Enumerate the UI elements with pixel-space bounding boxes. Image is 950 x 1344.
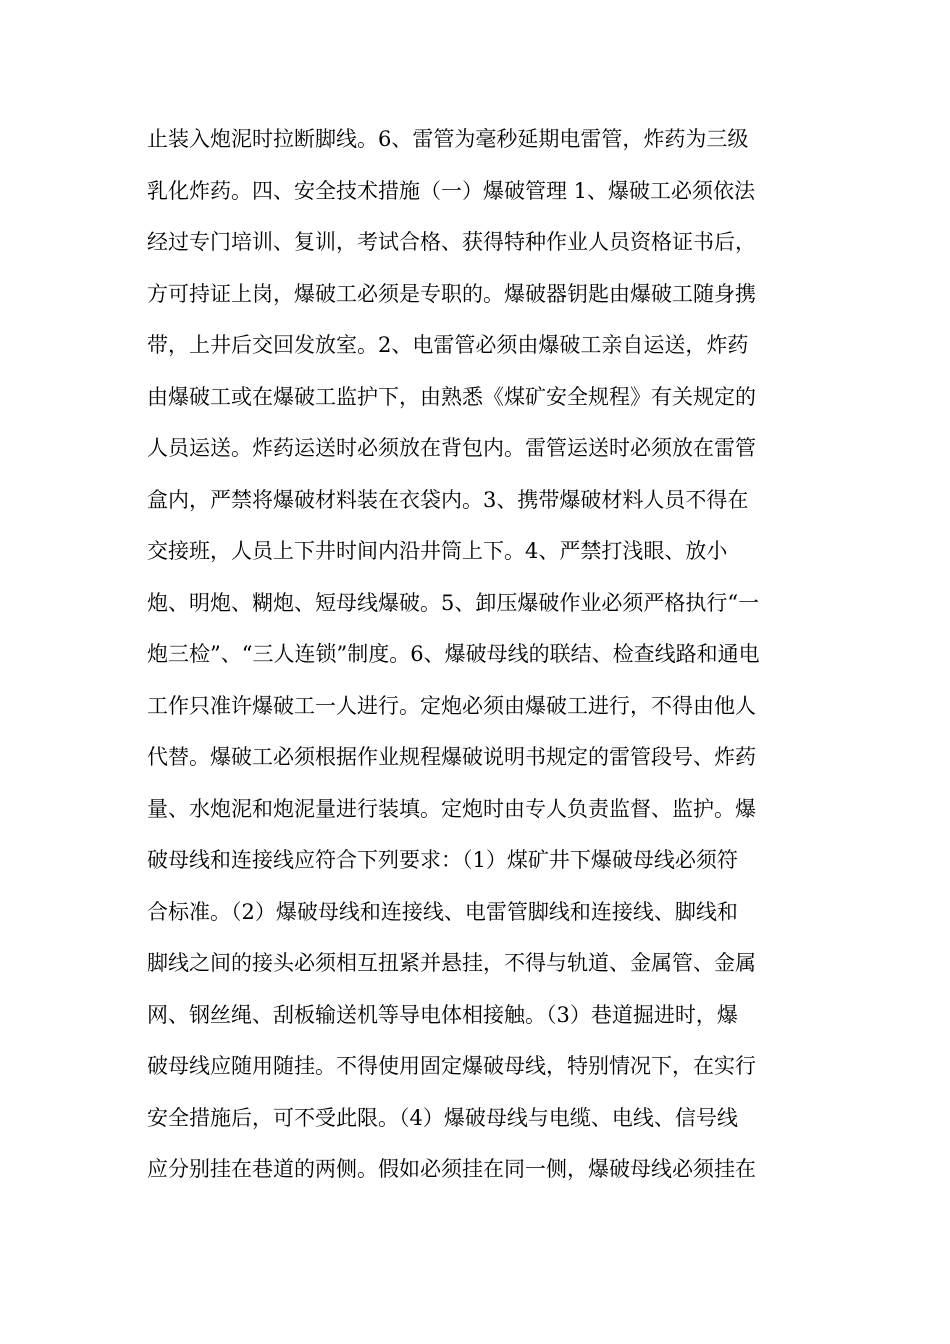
text-line: 由爆破工或在爆破工监护下，由熟悉《煤矿安全规程》有关规定的 <box>147 384 756 409</box>
text-line: 止装入炮泥时拉断脚线。6、雷管为毫秒延期电雷管，炸药为三级 <box>147 127 749 151</box>
text-line: 炮三检”、“三人连锁”制度。6、爆破母线的联结、检查线路和通电 <box>147 642 760 666</box>
text-line: 破母线应随用随挂。不得使用固定爆破母线，特别情况下，在实行 <box>147 1054 756 1078</box>
text-line: 带，上井后交回发放室。2、电雷管必须由爆破工亲自运送，炸药 <box>147 333 749 357</box>
text-line: 应分别挂在巷道的两侧。假如必须挂在同一侧，爆破母线必须挂在 <box>147 1157 756 1181</box>
text-line: 人员运送。炸药运送时必须放在背包内。雷管运送时必须放在雷管 <box>147 436 756 460</box>
text-line: 经过专门培训、复训，考试合格、获得特种作业人员资格证书后， <box>147 230 756 254</box>
body-text <box>147 114 807 1196</box>
text-line: 破母线和连接线应符合下列要求：（1）煤矿井下爆破母线必须符 <box>147 848 738 872</box>
text-line: 安全措施后，可不受此限。（4）爆破母线与电缆、电线、信号线 <box>147 1105 738 1130</box>
text-line: 方可持证上岗，爆破工必须是专职的。爆破器钥匙由爆破工随身携 <box>147 281 756 306</box>
text-line: 量、水炮泥和炮泥量进行装填。定炮时由专人负责监督、监护。爆 <box>147 796 756 821</box>
text-line: 代替。爆破工必须根据作业规程爆破说明书规定的雷管段号、炸药 <box>147 745 756 769</box>
text-line: 网、钢丝绳、刮板输送机等导电体相接触。（3）巷道掘进时，爆 <box>147 1002 738 1027</box>
text-line: 盒内，严禁将爆破材料装在衣袋内。3、携带爆破材料人员不得在 <box>147 487 749 512</box>
text-line: 炮、明炮、糊炮、短母线爆破。5、卸压爆破作业必须严格执行“一 <box>147 590 760 615</box>
text-line: 交接班，人员上下井时间内沿井筒上下。4、严禁打浅眼、放小 <box>147 539 728 563</box>
text-line: 合标准。（2）爆破母线和连接线、电雷管脚线和连接线、脚线和 <box>147 899 738 924</box>
text-line: 工作只准许爆破工一人进行。定炮必须由爆破工进行，不得由他人 <box>147 693 756 718</box>
text-line: 脚线之间的接头必须相互扭紧并悬挂，不得与轨道、金属管、金属 <box>147 951 756 975</box>
text-line: 乳化炸药。四、安全技术措施（一）爆破管理 1、爆破工必须依法 <box>147 178 756 203</box>
